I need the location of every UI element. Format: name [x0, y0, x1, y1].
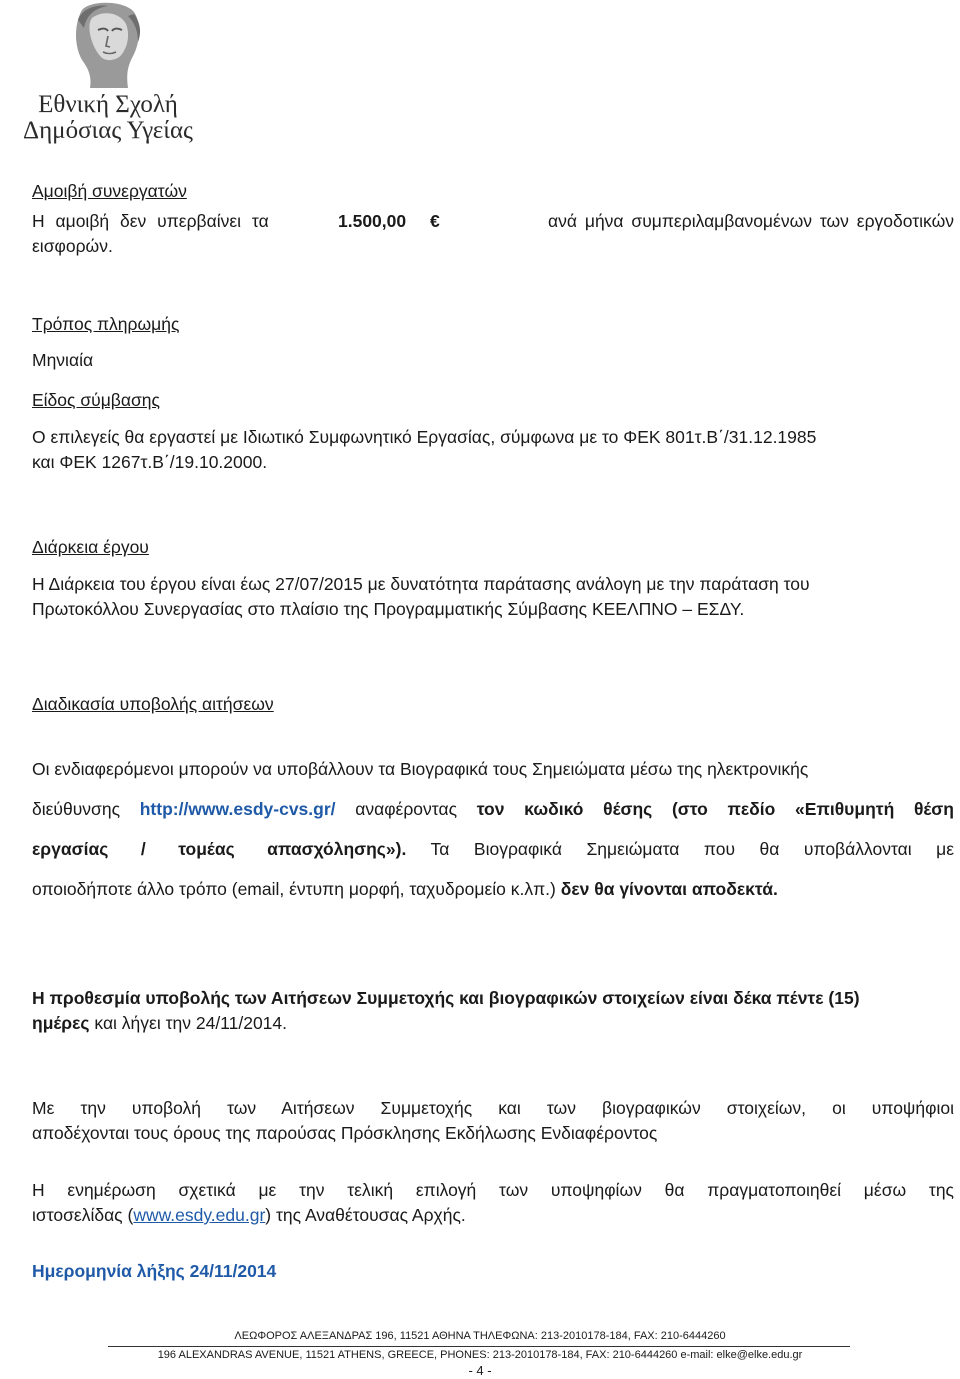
- procedure-line-3: [32, 829, 954, 869]
- pay-text-c: εισφορών.: [32, 236, 113, 256]
- payment-section: [32, 312, 954, 373]
- pay-text-b: ανά μήνα συμπεριλαμβανομένων των εργοδοτικών: [548, 211, 954, 231]
- page-number: - 4 -: [468, 1363, 492, 1378]
- logo-line-2: Δημόσιας Υγείας: [23, 117, 193, 144]
- duration-line-1: Η Διάρκεια του έργου είναι έως 27/07/2015 με δυνατότητα παράτασης ανάλογη με την παράταση του: [32, 574, 810, 594]
- contract-heading: Είδος σύμβασης: [32, 390, 160, 410]
- pay-section: [32, 179, 954, 259]
- notice-line-2: [32, 1203, 954, 1228]
- notice-section: [32, 1178, 954, 1228]
- footer-address-greek: ΛΕΩΦΟΡΟΣ ΑΛΕΞΑΝΔΡΑΣ 196, 11521 ΑΘΗΝΑ ΤΗΛΕΦΩΝΑ: 213-2010178-184, FAX: 210-6444260: [234, 1330, 726, 1342]
- footer-divider: [108, 1346, 850, 1347]
- procedure-line-1: Οι ενδιαφερόμενοι μπορούν να υποβάλλουν τα Βιογραφικά τους Σημειώματα μέσω της ηλεκτρονικής: [32, 759, 809, 779]
- pay-amount: 1.500,00: [338, 211, 407, 231]
- notice-line-1: Η ενημέρωση σχετικά με την τελική επιλογή των υποψηφίων θα πραγματοποιηθεί μέσω της: [32, 1180, 954, 1200]
- footer-address-english: 196 ALEXANDRAS AVENUE, 11521 ATHENS, GREECE, PHONES: 213-2010178-184, FAX: 210-6444260 e-mail: elke@elke.edu.gr: [157, 1349, 803, 1361]
- payment-heading: Τρόπος πληρωμής: [32, 314, 180, 334]
- pay-text-a: Η αμοιβή δεν υπερβαίνει τα: [32, 211, 269, 231]
- procedure-l4-a: οποιοδήποτε άλλο τρόπο (email, έντυπη μορφή, ταχυδρομείο κ.λπ.): [32, 879, 556, 899]
- pay-line-1: [32, 209, 954, 234]
- procedure-l3-bold: εργασίας / τομέας απασχόλησης»).: [32, 839, 407, 859]
- procedure-line-4: [32, 869, 954, 909]
- procedure-l3-rest: Τα Βιογραφικά Σημειώματα που θα υποβάλλονται με: [430, 839, 955, 859]
- acceptance-line-2: αποδέχονται τους όρους της παρούσας Πρόσκλησης Εκδήλωσης Ενδιαφέροντος: [32, 1123, 658, 1143]
- procedure-l2-a: διεύθυνσης: [32, 799, 121, 819]
- procedure-heading: Διαδικασία υποβολής αιτήσεων: [32, 694, 274, 714]
- esdy-website-link[interactable]: www.esdy.edu.gr: [133, 1205, 266, 1225]
- deadline-bold-2: ημέρες: [32, 1013, 90, 1033]
- procedure-l2-bold: τον κωδικό θέσης (στο πεδίο «Επιθυμητή θέση: [476, 799, 954, 819]
- deadline-section: [32, 986, 954, 1036]
- procedure-line-2: [32, 789, 954, 829]
- acceptance-line-1: Με την υποβολή των Αιτήσεων Συμμετοχής και των βιογραφικών στοιχείων, οι υποψήφιοι: [32, 1098, 954, 1118]
- payment-text: Μηνιαία: [32, 350, 94, 370]
- deadline-line-1: Η προθεσμία υποβολής των Αιτήσεων Συμμετοχής και βιογραφικών στοιχείων είναι δέκα πέντε (15): [32, 988, 860, 1008]
- deadline-rest: και λήγει την 24/11/2014.: [94, 1013, 288, 1033]
- contract-section: [32, 388, 954, 475]
- euro-sign-icon: €: [430, 211, 440, 231]
- cv-portal-link[interactable]: http://www.esdy-cvs.gr/: [139, 799, 336, 819]
- procedure-l4-bold: δεν θα γίνονται αποδεκτά: [560, 879, 773, 899]
- deadline-line-2: [32, 1011, 954, 1036]
- notice-l2-b: ) της Αναθέτουσας Αρχής.: [265, 1205, 466, 1225]
- issue-date: Ημερομηνία λήξης 24/11/2014: [32, 1261, 277, 1281]
- notice-l2-a: ιστοσελίδας (: [32, 1205, 134, 1225]
- procedure-section: [32, 692, 954, 909]
- acceptance-section: [32, 1096, 954, 1146]
- procedure-l4-end: .: [773, 879, 778, 899]
- logo-line-1: Εθνική Σχολή: [38, 91, 178, 118]
- duration-line-2: Πρωτοκόλλου Συνεργασίας στο πλαίσιο της Προγραμματικής Σύμβασης ΚΕΕΛΠΝΟ – ΕΣΔΥ.: [32, 599, 745, 619]
- contract-line-2: και ΦΕΚ 1267τ.Β΄/19.10.2000.: [32, 452, 268, 472]
- school-logo: [8, 0, 208, 150]
- duration-heading: Διάρκεια έργου: [32, 537, 149, 557]
- pay-heading: Αμοιβή συνεργατών: [32, 181, 187, 201]
- duration-section: [32, 535, 954, 622]
- contract-line-1: Ο επιλεγείς θα εργαστεί με Ιδιωτικό Συμφωνητικό Εργασίας, σύμφωνα με το ΦΕΚ 801τ.Β΄/31.12.1985: [32, 427, 817, 447]
- head-bust-logo-icon: [68, 0, 148, 90]
- procedure-l2-b: αναφέροντας: [355, 799, 458, 819]
